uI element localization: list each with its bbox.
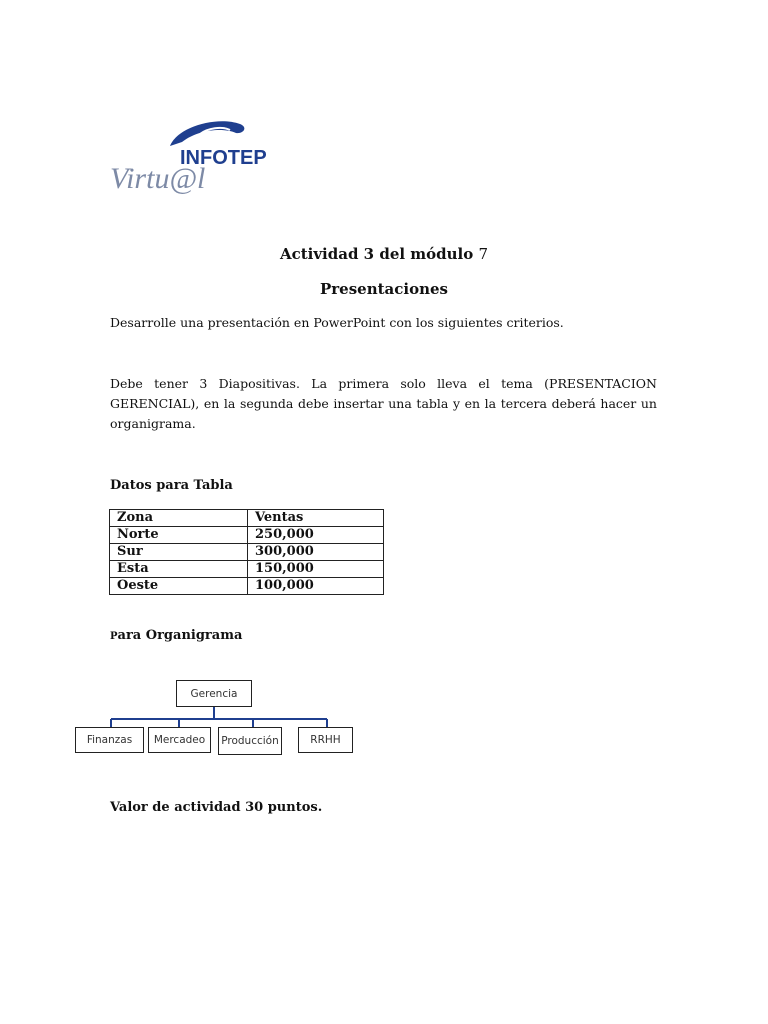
module-number: 7 <box>478 245 489 263</box>
criteria-paragraph: Debe tener 3 Diapositivas. La primera solo lleva el tema (PRESENTACION GERENCIAL), en la segunda debe insertar una tabla y en la tercera deberá hacer un organigrama. <box>110 376 657 431</box>
table-row <box>110 527 384 544</box>
activity-value: Valor de actividad 30 puntos. <box>110 800 323 815</box>
org-heading-cap: P <box>110 631 118 642</box>
table-row <box>110 544 384 561</box>
org-chart <box>70 675 360 760</box>
table-header-row <box>110 510 384 527</box>
title-text: Actividad 3 del módulo <box>279 245 474 263</box>
header-zona: Zona <box>110 510 248 527</box>
sales-cell: 300,000 <box>248 544 384 561</box>
intro-paragraph: Desarrolle una presentación en PowerPoint con los siguientes criterios. <box>110 315 564 330</box>
header-ventas: Ventas <box>248 510 384 527</box>
table-row <box>110 561 384 578</box>
org-chart-heading <box>110 628 242 643</box>
table-row <box>110 578 384 595</box>
zone-cell: Sur <box>110 544 248 561</box>
zone-cell: Oeste <box>110 578 248 595</box>
logo-tagline: Virtu@l <box>110 162 206 195</box>
org-box-mercadeo: Mercadeo <box>148 727 211 753</box>
sales-table <box>109 509 384 595</box>
sales-cell: 150,000 <box>248 561 384 578</box>
infotep-virtual-logo <box>108 118 268 198</box>
page-title <box>0 245 768 263</box>
org-box-finanzas: Finanzas <box>75 727 144 753</box>
org-box-gerencia: Gerencia <box>176 680 252 707</box>
org-box-rrhh: RRHH <box>298 727 353 753</box>
sales-cell: 100,000 <box>248 578 384 595</box>
org-heading-rest: ara Organigrama <box>117 628 243 643</box>
page-subtitle: Presentaciones <box>320 280 448 298</box>
zone-cell: Norte <box>110 527 248 544</box>
sales-cell: 250,000 <box>248 527 384 544</box>
table-heading: Datos para Tabla <box>110 478 233 493</box>
org-box-produccion: Producción <box>218 727 282 755</box>
zone-cell: Esta <box>110 561 248 578</box>
logo-brand: INFOTEP <box>180 147 267 169</box>
